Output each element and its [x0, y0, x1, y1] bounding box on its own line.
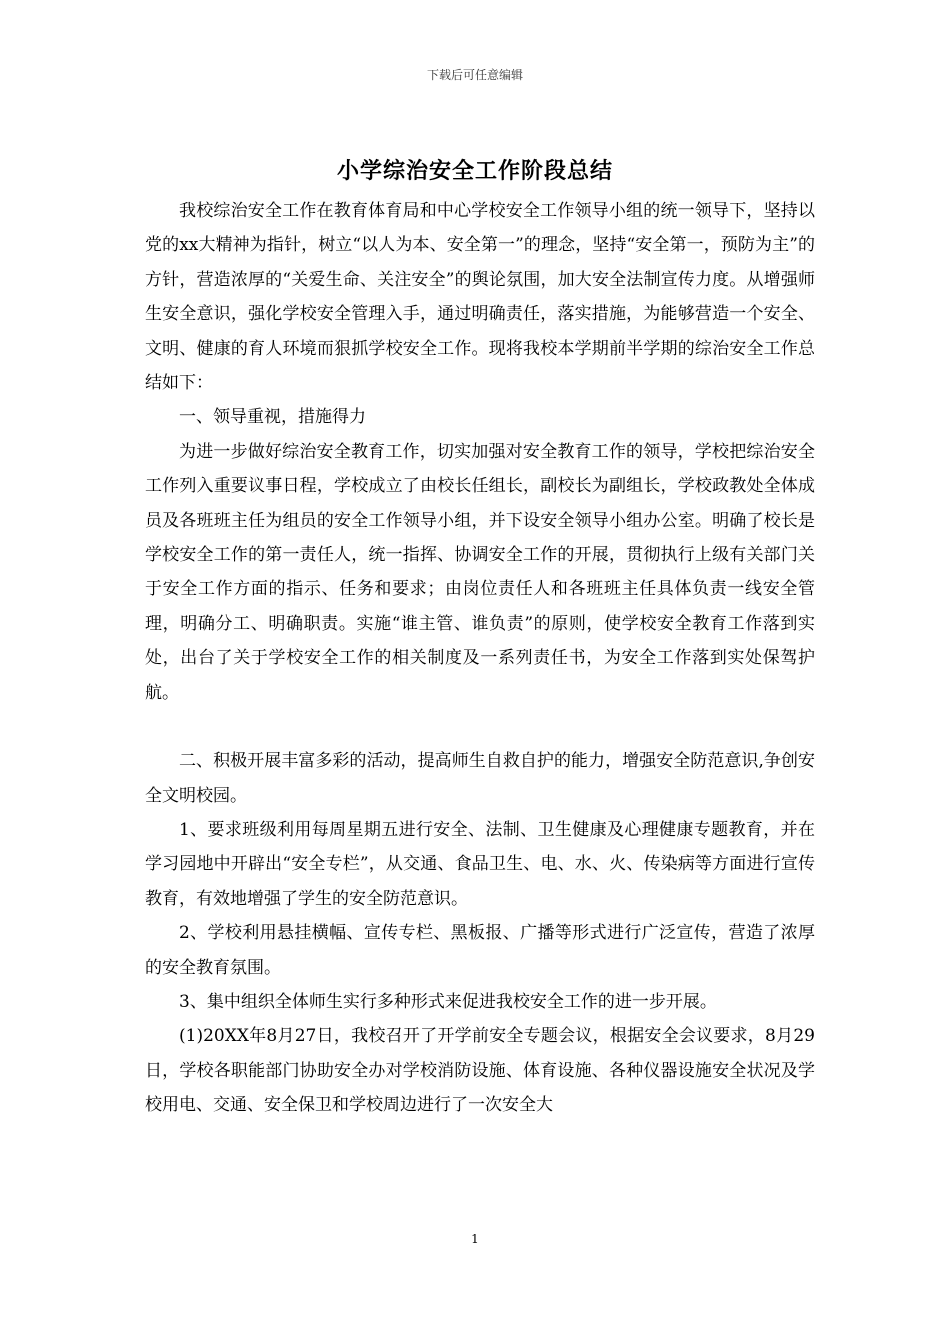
paragraph-intro: 我校综治安全工作在教育体育局和中心学校安全工作领导小组的统一领导下，坚持以党的xx大精神为指针，树立“以人为本、安全第一”的理念，坚持“安全第一，预防为主”的方针，营造浓厚的“关爱生命、关注安全”的舆论氛围，加大安全法制宣传力度。从增强师生安全意识，强化学校安全管理入手，通过明确责任，落实措施，为能够营造一个安全、文明、健康的育人环境而狠抓学校安全工作。现将我校本学期前半学期的综治安全工作总结如下：: [145, 201, 815, 394]
list-item-2: 2、学校利用悬挂横幅、宣传专栏、黑板报、广播等形式进行广泛宣传，营造了浓厚的安全教育氛围。: [145, 923, 815, 978]
list-item-3: 3、集中组织全体师生实行多种形式来促进我校安全工作的进一步开展。: [179, 991, 717, 1012]
list-item-1: 1、要求班级利用每周星期五进行安全、法制、卫生健康及心理健康专题教育，并在学习园地中开辟出“安全专栏”，从交通、食品卫生、电、水、火、传染病等方面进行宣传教育，有效地增强了学生的安全防范意识。: [145, 819, 815, 909]
page-header: 下载后可任意编辑: [426, 68, 523, 82]
section-heading-1: 一、领导重视，措施得力: [179, 407, 366, 428]
page-number: 1: [471, 1232, 479, 1246]
sub-item-1: (1)20XX年8月27日，我校召开了开学前安全专题会议，根据安全会议要求，8月29日，学校各职能部门协助安全办对学校消防设施、体育设施、各种仪器设施安全状况及学校用电、交通、安全保卫和学校周边进行了一次安全大: [145, 1026, 815, 1116]
document-title: 小学综治安全工作阶段总结: [336, 158, 613, 184]
document-body: [145, 194, 815, 1123]
paragraph-leadership: 为进一步做好综治安全教育工作，切实加强对安全教育工作的领导，学校把综治安全工作列入重要议事日程，学校成立了由校长任组长，副校长为副组长，学校政教处全体成员及各班班主任为组员的安全工作领导小组，并下设安全领导小组办公室。明确了校长是学校安全工作的第一责任人，统一指挥、协调安全工作的开展，贯彻执行上级有关部门关于安全工作方面的指示、任务和要求；由岗位责任人和各班班主任具体负责一线安全管理，明确分工、明确职责。实施“谁主管、谁负责”的原则，使学校安全教育工作落到实处，出台了关于学校安全工作的相关制度及一系列责任书，为安全工作落到实处保驾护航。: [145, 441, 815, 703]
section-heading-2: 二、积极开展丰富多彩的活动，提高师生自救自护的能力，增强安全防范意识,争创安全文明校园。: [145, 751, 815, 806]
